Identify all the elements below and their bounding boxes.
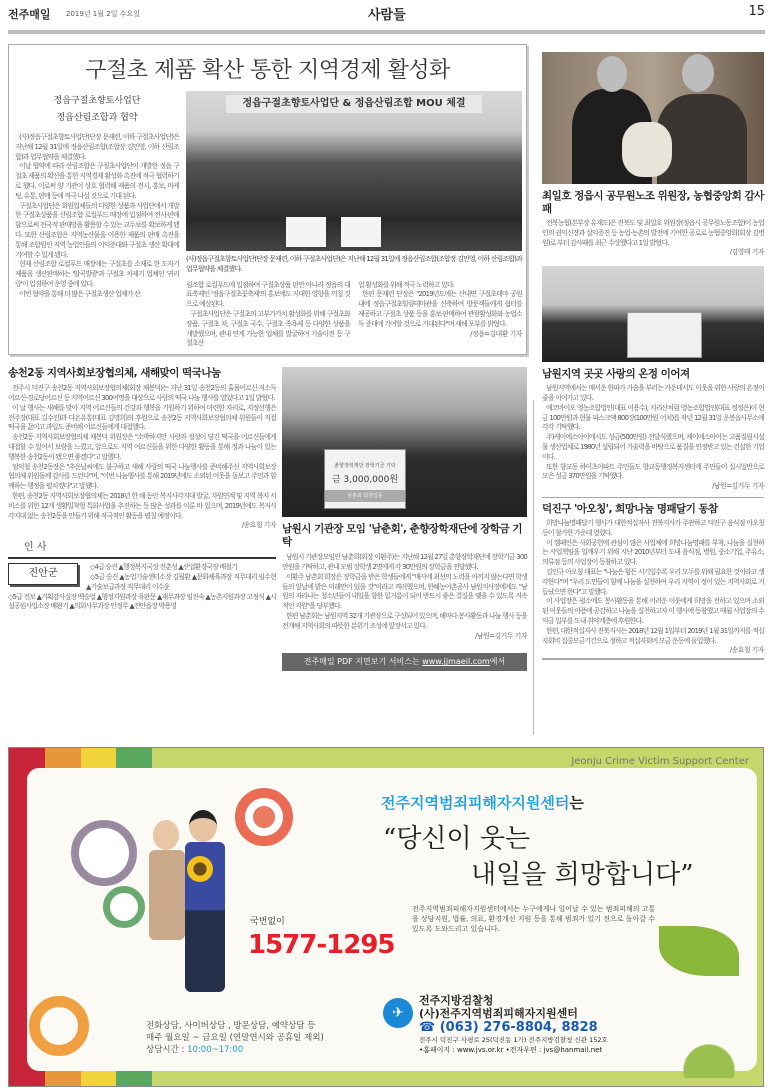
left-stack: [8, 44, 527, 671]
website-link[interactable]: www.jjmaeil.com: [422, 657, 490, 667]
page-number: 15: [748, 4, 765, 19]
org-name: 전주지역범죄피해자지원센터: [381, 794, 570, 812]
center-name: (사)전주지역범죄피해자지원센터: [419, 1007, 578, 1020]
children-illustration: [145, 810, 235, 998]
sunflower-icon: [187, 856, 213, 882]
ad-slogan-2: 내일을 희망합니다”: [471, 860, 694, 890]
paragraph: 임익철 송천2동장은 "추운날씨에도 불구하고 새해 사랑의 떡국 나눔행사를 준비해주신 지역사회보장협의체 위원들께 감사를 드린다"며, "이번 나눔행사를 통해 2019년에도 소외된 이웃을 돌보고 주민과 함께하는 행정을 펼치겠다"고 말했다.: [8, 462, 276, 491]
paragraph: 희망나눔명패달기 행사가 대한적십자사 전북지사가 주관하고 덕진구 음식점 아오칭 등이 참가한 가운데 열렸다.: [542, 518, 764, 537]
paragraph: 현재 산림조합 로컬푸드 매장에는 구절초를 소재로 한 도자기 제품을 생산판매하는 '암곡발광'과 구절초 차제기 업체인 '귀리랑'이 입점하여 운영 중에 있다.: [15, 260, 179, 288]
paragraph: 전북농협(본부장 유재도)은 전북도 및 최일호 위원장(정읍시 공무원노동조합)이 농업인의 권익신장과 실익증진 등 농업·농촌의 발전에 기여한 공로로 농협중앙회(회장 김병원)로 부터 감사패를 최근 수상했다고 1일 밝혔다.: [542, 219, 764, 247]
byline: /송효철 기자: [729, 646, 764, 655]
ad-consult-info: [146, 1020, 324, 1056]
masthead: [8, 4, 765, 24]
byline: /남원=김기두 기자: [475, 631, 527, 640]
paragraph: 이날 협약에 따라 산림조합은 구절초사업단이 개발한 정읍 구절초 제품의 확산을 통한 지역경제 활성화 촉진에 적극 협력하기로 했다. 이로써 양 기관이 상호 협력해 제품의 전시, 홍보, 마케팅, 유통, 판매 등에 적극 나설 것으로 기대 된다.: [15, 162, 179, 200]
headline-namchun: 남원시 기관장 모임 '남춘회', 춘향장학재단에 장학금 기탁: [282, 523, 522, 549]
ad-contact: [419, 994, 608, 1055]
personnel-list: [86, 563, 276, 592]
paragraph: (사)정읍구절초향토사업단(단장 문재련, 이하 구절초사업단)은 지난해 12월 31일에 정읍산림조합(조합장 김민영, 이하 산림조합)과 업무협약을 체결했다.: [15, 133, 179, 161]
org-suffix: 는: [569, 794, 584, 812]
scholarship-photo: [282, 367, 527, 517]
paragraph: 림조합 로컬푸드에 입점하여 구절초상품 판만 아니라 정읍의 대표축제인 '정읍구절초꽃축제'의 홍보에도 지대한 영향을 끼칠 것으로 예상된다.: [186, 280, 350, 309]
paragraph: 한편, 송천2동 지역사회보장협의체는 2018년 한 해 동안 복지사각지대 발굴, 자원연계 및 지역 복지 서비스를 위한 12개 생활밀착형 특화사업을 추진하는 등 많은 성과를 이룬 바 있으며, 2019년에도 복지사각지대 없는 송천2동을 만들기 위해 적극적인 활동을 펼칠 예정이다.: [8, 491, 276, 520]
consult-days: 매주 월요일 ~ 금요일 (연말연시와 공휴일 제외): [146, 1033, 324, 1043]
paragraph: ◇4급 승진 ▲행정복지국장 전춘성 ▲산업환경국장 배철기: [90, 563, 238, 572]
byline: /김영태 기자: [729, 248, 764, 257]
paragraph: 업 활성화를 위해 적극 노력하고 있다.: [358, 280, 455, 289]
divider: [542, 658, 764, 660]
center-web: •홈페이지 : www.jvs.or.kr •전자우편 : jvs@hanmail.net: [419, 1046, 603, 1054]
masthead-rule: [8, 30, 765, 34]
center-address: 전주시 덕진구 사평로 25(덕진동 1가) 전주지방검찰청 신관 152호: [419, 1036, 608, 1044]
personnel-rule: [8, 557, 276, 559]
byline: /정읍=김대환 기자: [470, 329, 522, 338]
mou-photo: [186, 91, 522, 251]
paragraph: 한편 남춘회는 남원지역 32개 기관장으로 구성되어 있으며, 해마다 봉사활동과 나눔 행사 등을 전개해 지역사회의 따뜻한 분위기 조성에 앞장서고 있다.: [282, 611, 527, 630]
paragraph: 남원지역에서는 매서운 한파가 가슴을 부러는 가운데서도 이웃을 위한 사랑의 온정이 줄을 이어가고 있다.: [542, 384, 764, 402]
decor-circle: [71, 820, 137, 886]
byline: /남원=김기두 기자: [712, 482, 764, 491]
headline-namwon: 남원지역 곳곳 사랑의 온정 이어져: [542, 368, 690, 381]
paragraph: 에코바이오 영농조합법인(대표 이용수), 지리산처럼 영농조합법인(대표 정정은)이 현금 100만원과 현물 파스크액 800장(100만원 어치)를 작년 12월 31일 운봉읍사무소에 각각 기탁했다.: [542, 403, 764, 432]
namwon-body: [542, 384, 764, 492]
issue-date: 2019년 1월 2일 수요일: [66, 10, 140, 18]
consult-services: 전화상담, 사이버상담 , 방문상담, 예약상담 등: [146, 1021, 316, 1031]
headline-award: 최일호 정읍시 공무원노조 위원장, 농협중앙회 감사패: [542, 190, 764, 215]
section-title: 사람들: [368, 8, 406, 23]
award-photo: [542, 52, 764, 184]
paragraph: 이 캠페인은 사회공헌에 관심이 많은 사업체에 희망나눔명패를 부착, 나눔을 실천하는 사업책임을 일깨우기 위해 지난 2010년부터 도내 음식점, 병원, 중소기업, 주유소, 의류점 등의 사업장이 동참하고 있다.: [542, 538, 764, 567]
divider: [542, 497, 764, 498]
bouquet: [622, 122, 672, 177]
ad-en-title: Jeonju Crime Victim Support Center: [571, 756, 749, 767]
paper-name: 전주매일: [8, 8, 51, 21]
personnel-list: [8, 593, 276, 613]
agreement-document: [341, 217, 381, 247]
scholarship-sign: [324, 449, 406, 509]
sign-donor: 남춘회 회원일동: [325, 490, 405, 502]
paragraph: 김인규 아오칭 대표는 "나눔은 힘든 시기일수록 우리 모두를 위해 필요한 것이라고 생각한다"며 "우리 도민들이 함께 나눔을 실천하여 우리 지역이 정이 있는 지역사회로 거듭났으면 한다"고 말했다.: [542, 567, 764, 596]
office-name: 전주지방검찰청: [419, 994, 494, 1007]
paragraph: 한편, 대한적십자사 전북지사는 2018년 12월 1일부터 2019년 1월 31일까지를 적십자회비 집중모금기간으로 정하고 적십자회비 모금 운동에 돌입했다.: [542, 626, 764, 645]
main-subtitle: [15, 93, 179, 127]
subtitle-line: 정읍산림조합과 협약: [56, 113, 138, 123]
paragraph: 이환주 남춘회 회장은 장학금을 받은 학생들에게 "매사에 최선의 노력을 아끼지 않는다면 학생들의 앞날에 밝은 미래만이 있을 것"이라고 격려했으며, 한혜농어촌공사 남원지사장에게도 "남원의 자라나는 청소년들이 내일을 향한 밑거름이 되어 반드시 좋은 결실을 맺을 수 있도록 지속적인 지원"을 당부했다.: [282, 572, 527, 611]
prosecution-logo-icon: ✈: [383, 998, 413, 1028]
sign-title: 춘향장학재단 장학기금 기탁: [334, 463, 396, 470]
pdf-service-bar: [282, 653, 527, 671]
decor-circle: [235, 788, 293, 846]
paragraph: 또한 향교동 하이츠아파트 주민들도 향교동행정복지센터에 주민들이 십시일반으로 모은 성금 370만원을 기탁했다.: [542, 462, 764, 481]
agreement-document: [286, 217, 326, 247]
ad-org-heading: [381, 794, 584, 813]
children-swing-illustration: [669, 998, 749, 1078]
ad-slogan-1: “당신이 웃는: [383, 824, 531, 854]
column-rule: [533, 400, 534, 735]
paragraph: ◇5급 전보 ▲기획감사실장 백승업 ▲행정지원과장 육완문 ▲재무과장 임진숙 ▲농촌지원과장 고정식 ▲시설공원사업소장 배완기 ▲의회사무과장 안정무 ▲진안읍장 박용영: [8, 592, 276, 611]
byline: /송효철 기자: [241, 521, 276, 530]
paragraph: 구절초사업단은 구절초의 고부가가치 활성화를 위해 구절초화장품, 구절초 차, 구절초 국수, 구절초 족욕제 등 다양한 상품을 개발했으며, 관내 연계 가능한 업체를 발굴하여 기술이전 등 구절초산: [186, 309, 350, 348]
paragraph: 구절초사업단은 회원업체들의 다양한 상품과 사업단에서 개발한 구절초상품을 산림조합 로컬푸드 매장에 입점하여 전시·판매함으로써 전국적 판매망을 활용할 수 있는 교두보를 확보하게 됐다. 또한 산림조합은 지역농산물을 이용한 제품의 판매 촉진을 통해 조합원인 지역 농업인들의 이익증대와 구절초 생산 확대에 기여할 수 있게 됐다.: [15, 201, 179, 259]
mou-banner: 정읍구절초향토사업단 & 정읍산림조합 MOU 체결: [226, 95, 482, 113]
consult-hours-value: 10:00~17:00: [187, 1045, 244, 1055]
award-body: [542, 219, 764, 258]
main-col-2: [186, 281, 350, 350]
donation-board: [627, 312, 702, 358]
personnel-org-box: 진안군: [8, 563, 78, 585]
main-article: [8, 44, 527, 355]
main-col-3: [358, 281, 522, 340]
personnel-heading: 인 사: [24, 542, 47, 554]
paragraph: 이 사업장은 평소에도 봉사활동을 통해 어려운 이웃에게 희망을 전하고 있으며 소외된 이웃들의 아픔에 공감하고 나눔을 실천하고자 이 행사에 동참했고 매월 사업장의 수익금 일부를 도내 취약계층에 후원한다.: [542, 597, 764, 625]
decor-circle: [103, 886, 145, 928]
consult-hours-label: 상담시간 :: [146, 1045, 188, 1055]
paragraph: 남원시 기관장모임인 남춘회(회장 이환주)는 지난해 12월 27일 춘향장학재단에 장학기금 300만원을 기탁하고, 관내 모범 장학생 2명에게 각 30만원의 장학금을 전달했다.: [282, 553, 527, 571]
main-col-1: [15, 133, 179, 300]
headline-deokjin: 덕진구 '아오칭', 희망나눔 명패달기 동참: [542, 502, 718, 515]
main-headline: 구절초 제품 확산 통한 지역경제 활성화: [85, 58, 450, 83]
paragraph: 전주시 덕진구 송천2동 지역사회보장협의체(회장 채봉덕)는 지난 31일 송천2동의 홀몸어르신·저소득어르신·경로당어르신 등 지역어르신 300여명을 대상으로 사랑의 떡국 나눔 행사를 열었다고 1일 밝혔다.: [8, 384, 276, 402]
sign-amount: 금 3,000,000원: [331, 475, 399, 486]
deokjin-body: [542, 519, 764, 656]
songcheon-body: [8, 384, 276, 531]
paragraph: 한편 문재련 단장은 "2019년도에는 산내면 구절초테마 공원 내에 정읍구절초힐링테마관을 신축하여 방문객들에게 쉼터를 제공하고 구절초 상품 등을 홍보·판매하여 관광활성화와 농업소득 증대에 기여할 것으로 기대된다"며 새해 포부를 밝혔다.: [358, 290, 522, 328]
victim-support-ad: [8, 747, 764, 1087]
right-column: [542, 52, 764, 660]
paragraph: 이 날 행사는 새해를 맞아 지역 어르신들의 건강과 행복을 기원하기 위하여 마련한 자리로, 지정선행은 전주장(대표 김수진)과 다온유통(대표 김명희)의 후원으로 송천2동 지역사회보장협의체 위원들이 직접 떡국을 끓이고 과일도 준비해 어르신들에게 대접했다.: [8, 403, 276, 432]
toll-free-number: 1577-1295: [248, 930, 395, 960]
pdf-service-text: 전주매일 PDF 지면보기 서비스는: [303, 657, 423, 667]
paragraph: 송천2동 지역사회보장협의체 채봉덕 위원장은 "소박하지만 사랑과 정성이 담긴 떡국을 어르신들에게 대접할 수 있어서 보람을 느꼈고, 앞으로도 지역 어르신들을 위한 다양한 활동을 통해 정과 나눔이 있는 행복한 송천2동이 됐으면 좋겠다"고 말했다.: [8, 433, 276, 461]
pdf-service-suffix: 에서: [489, 657, 506, 667]
subtitle-line: 정읍구절초향토사업단: [53, 96, 141, 106]
namchun-body: [282, 553, 527, 641]
toll-free-label: 국번없이: [250, 917, 285, 927]
consult-hours: [146, 1044, 324, 1056]
paragraph: ◇5급 승진 ▲농업기술센터소장 김필환 ▲문화체육과장 직무대리 임수현 ▲기술보급과장 직무대리 이수윤: [86, 572, 276, 591]
center-phone: ☎ (063) 276-8804, 8828: [419, 1020, 598, 1035]
paragraph: 주)케이에스아이에서도 성금(500만원) 전달식했으며, 케이에스아이는 고품질원시설물 생산업체로 1980년 설립되어 기술력을 바탕으로 품질을 인정받고 있는 건실한 기업이다.: [542, 433, 764, 461]
donation-photo: [542, 266, 764, 362]
photo-caption: (사)정읍구절초향토사업단(단장 문재련, 이하 구절초사업단)은 지난해 12월 31일에 정읍산림조합(조합장 김민영, 이하 산림조합)과 업무협약을 체결했다.: [186, 255, 522, 273]
paragraph: 이번 협약을 통해 더 많은 구절초생산 업체가 산: [19, 289, 141, 298]
headline-songcheon: 송천2동 지역사회보장협의체, 새해맞이 떡국나눔: [8, 367, 221, 380]
ad-description: 전주지역범죄피해자지원센터에서는 누구에게나 일어날 수 있는 범죄피해의 고통을 상담지원, 법률, 의료, 환경개선 지원 등을 통해 범죄가 있기 전으로 돌아갈 수 있도록 도와드리고 있습니다.: [412, 905, 656, 933]
decor-circle: [29, 996, 89, 1056]
